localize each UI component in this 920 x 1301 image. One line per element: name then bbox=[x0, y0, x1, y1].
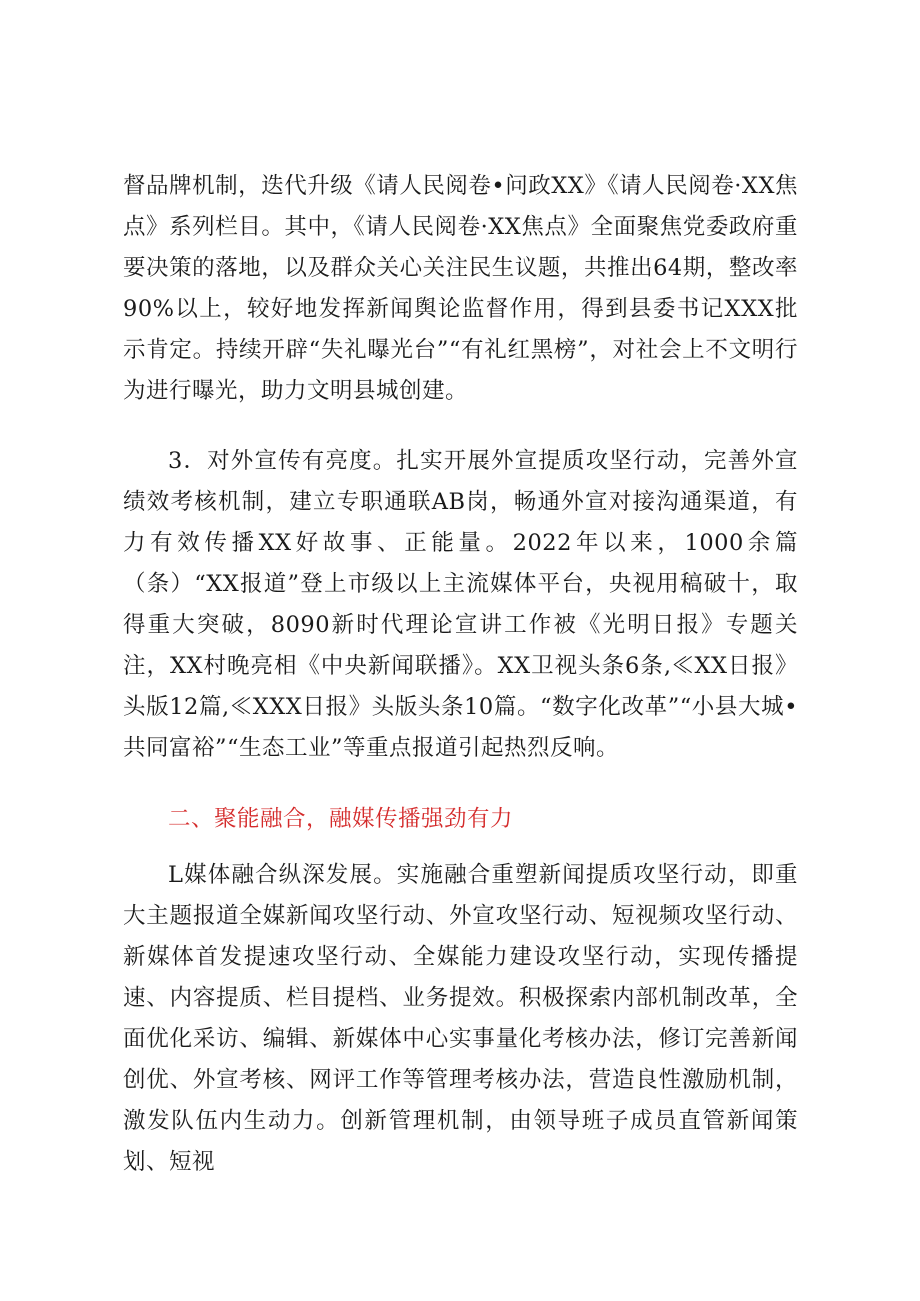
paragraph-brand-mechanism: 督品牌机制，迭代升级《请人民阅卷•问政XX》《请人民阅卷·XX焦点》系列栏目。其中，《请人民阅卷·XX焦点》全面聚焦党委政府重要决策的落地，以及群众关心关注民生议题，共推出64期，整改率90%以上，较好地发挥新闻舆论监督作用，得到县委书记XXX批示肯定。持续开辟“失礼曝光台”“有礼红黑榜”，对社会上不文明行为进行曝光，助力文明县城创建。 bbox=[123, 173, 798, 404]
section-heading: 二、聚能融合，融媒传播强劲有力 bbox=[168, 806, 514, 832]
paragraph-external-publicity: 3．对外宣传有亮度。扎实开展外宣提质攻坚行动，完善外宣绩效考核机制，建立专职通联AB岗，畅通外宣对接沟通渠道，有力有效传播XX好故事、正能量。2022年以来，1000余篇（条）“XX报道”登上市级以上主流媒体平台，央视用稿破十，取得重大突破，8090新时代理论宣讲工作被《光明日报》专题关注，XX村晚亮相《中央新闻联播》。XX卫视头条6条,≪XX日报》头版12篇,≪XXX日报》头版头条10篇。“数字化改革”“小县大城•共同富裕”“生态工业”等重点报道引起热烈反响。 bbox=[123, 448, 798, 761]
paragraph-media-integration: L媒体融合纵深发展。实施融合重塑新闻提质攻坚行动，即重大主题报道全媒新闻攻坚行动、外宣攻坚行动、短视频攻坚行动、新媒体首发提速攻坚行动、全媒能力建设攻坚行动，实现传播提速、内容提质、栏目提档、业务提效。积极探索内部机制改革，全面优化采访、编辑、新媒体中心实事量化考核办法，修订完善新闻创优、外宣考核、网评工作等管理考核办法，营造良性激励机制，激发队伍内生动力。创新管理机制，由领导班子成员直管新闻策划、短视 bbox=[123, 862, 798, 1175]
